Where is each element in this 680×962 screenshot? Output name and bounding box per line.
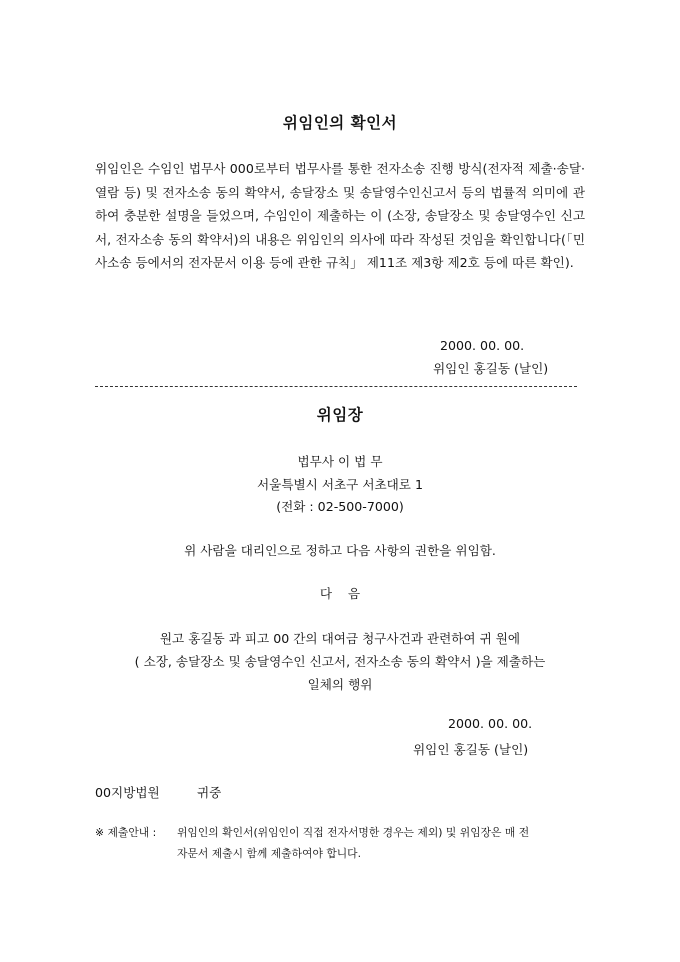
notice-line-2: 자문서 제출시 함께 제출하여야 합니다. bbox=[177, 847, 362, 860]
agent-phone: (전화 : 02-500-7000) bbox=[276, 499, 404, 514]
delegated-matter-line-3: 일체의 행위 bbox=[307, 677, 373, 692]
court-suffix: 귀중 bbox=[197, 785, 222, 800]
confirmation-title: 위임인의 확인서 bbox=[282, 114, 398, 132]
confirmation-body: 위임인은 수임인 법무사 000로부터 법무사를 통한 전자소송 진행 방식(전자적 제출·송달·열람 등) 및 전자소송 동의 확약서, 송달장소 및 송달영수인신고서 등의 법률적 의미에 관하여 충분한 설명을 들었으며, 수임인이 제출하는 이 (소장, 송달장소 및 송달영수인 신고서, 전자소송 동의 확약서)의 내용은 위임인의 의사에 따라 작성된 것임을 확인합니다(「민사소송 등에서의 전자문서 이용 등에 관한 규칙」 제11조 제3항 제2호 등에 따른 확인). bbox=[95, 161, 585, 271]
section-divider bbox=[95, 386, 577, 387]
notice-line-1: 위임인의 확인서(위임인이 직접 전자서명한 경우는 제외) 및 위임장은 매 전 bbox=[177, 826, 530, 839]
delegation-statement: 위 사람을 대리인으로 정하고 다음 사항의 권한을 위임함. bbox=[184, 543, 496, 558]
delegated-matter-line-1: 원고 홍길동 과 피고 00 간의 대여금 청구사건과 관련하여 귀 원에 bbox=[159, 631, 521, 646]
delegated-matter-line-2: ( 소장, 송달장소 및 송달영수인 신고서, 전자소송 동의 확약서 )을 제출하는 bbox=[134, 654, 546, 669]
confirmation-signer: 위임인 홍길동 (날인) bbox=[433, 361, 549, 376]
court-name: 00지방법원 bbox=[95, 785, 160, 800]
power-of-attorney-title: 위임장 bbox=[316, 406, 364, 424]
confirmation-date: 2000. 00. 00. bbox=[440, 338, 525, 353]
agent-name: 법무사 이 법 무 bbox=[297, 454, 383, 469]
following-heading: 다 음 bbox=[319, 586, 361, 601]
notice-label: ※ 제출안내 : bbox=[95, 826, 157, 839]
power-of-attorney-date: 2000. 00. 00. bbox=[448, 716, 533, 731]
agent-address: 서울특별시 서초구 서초대로 1 bbox=[256, 477, 423, 492]
power-of-attorney-signer: 위임인 홍길동 (날인) bbox=[413, 742, 529, 757]
